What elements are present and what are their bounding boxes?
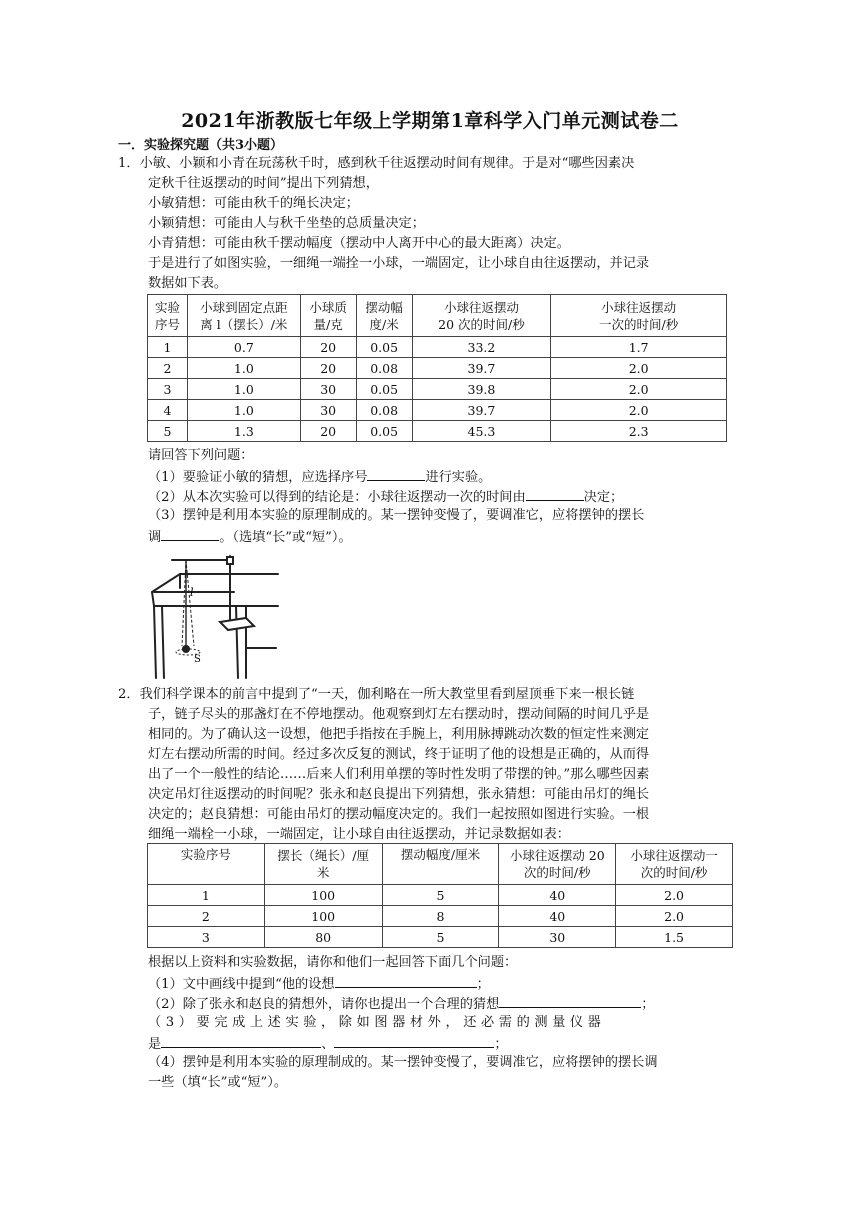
q2-sub2 xyxy=(148,994,654,1014)
table-cell: 1.0 xyxy=(187,358,300,379)
table-cell: 4 xyxy=(148,400,188,421)
table-cell: 2.0 xyxy=(551,379,727,400)
q2-line-2: 子，链子尽头的那盏灯在不停地摆动。他观察到灯左右摆动时，摆动间隔的时间几乎是 xyxy=(148,707,650,722)
q1-line-2: 定秋千往返摆动的时间”提出下列猜想， xyxy=(148,176,379,191)
q1-line-5: 小青猜想：可能由秋千摆动幅度（摆动中人离开中心的最大距离）决定。 xyxy=(148,236,570,251)
q2-sub4-line1: （4）摆钟是利用本实验的原理制成的。某一摆钟变慢了，要调准它，应将摆钟的摆长调 xyxy=(148,1055,658,1070)
q1-sub2-tail: 决定； xyxy=(583,490,624,505)
table-cell: 33.2 xyxy=(412,337,551,358)
table-cell: 0.05 xyxy=(356,337,412,358)
section-heading: 一．实验探究题（共3小题） xyxy=(118,138,284,153)
table-cell: 5 xyxy=(382,927,499,948)
table-cell: 5 xyxy=(382,885,499,906)
q1-sub3-text: 调 xyxy=(148,530,162,545)
table-cell: 5 xyxy=(148,421,188,442)
table-cell: 3 xyxy=(148,927,265,948)
q2-line-1: 2．我们科学课本的前言中提到了“一天，伽利略在一所大教堂里看到屋顶垂下来一根长链 xyxy=(118,687,635,702)
table-cell: 1.3 xyxy=(187,421,300,442)
q2-header-cell: 摆长（绳长）/厘 米 xyxy=(264,844,382,885)
q2-sub1 xyxy=(148,974,490,994)
q2-line-5: 出了一个一般性的结论……后来人们利用单摆的等时性发明了带摆的钟。”那么哪些因素 xyxy=(148,767,650,782)
q1-line-1: 1．小敏、小颖和小青在玩荡秋千时，感到秋千往返摆动时间有规律。于是对“哪些因素决 xyxy=(118,156,635,171)
q1-table-header-row xyxy=(148,295,727,337)
answer-blank[interactable] xyxy=(161,527,219,541)
table-cell: 39.7 xyxy=(412,400,551,421)
q2-header-cell: 摆动幅度/厘米 xyxy=(382,844,499,885)
table-cell: 2.0 xyxy=(551,400,727,421)
page-title: 2021年浙教版七年级上学期第1章科学入门单元测试卷二 xyxy=(181,110,679,132)
table-cell: 30 xyxy=(300,379,356,400)
table-cell: 100 xyxy=(264,885,382,906)
q1-line-4: 小颖猜想：可能由人与秋千坐垫的总质量决定； xyxy=(148,216,425,231)
table-cell: 2.3 xyxy=(551,421,727,442)
q1-header-cell: 小球往返摆动 20 次的时间/秒 xyxy=(412,295,551,337)
q2-header-cell: 实验序号 xyxy=(148,844,265,885)
table-cell: 8 xyxy=(382,906,499,927)
q2-line-7: 决定的；赵良猜想：可能由吊灯的摆动幅度决定的。我们一起按照如图进行实验。一根 xyxy=(148,807,650,822)
q1-header-cell: 小球质 量/克 xyxy=(300,295,356,337)
table-cell: 20 xyxy=(300,421,356,442)
table-cell: 30 xyxy=(300,400,356,421)
q2-sub3-line2 xyxy=(148,1034,508,1054)
q2-data-table xyxy=(147,843,733,948)
q2-line-3: 相同的。为了确认这一设想，他把手指按在手腕上，利用脉搏跳动次数的恒定性来测定 xyxy=(148,727,650,742)
table-cell: 1 xyxy=(148,337,188,358)
q2-sub3-tail: ； xyxy=(494,1037,508,1052)
table-cell: 20 xyxy=(300,337,356,358)
q2-header-cell: 小球往返摆动 20 次的时间/秒 xyxy=(499,844,616,885)
q1-line-6: 于是进行了如图实验，一细绳一端拴一小球，一端固定，让小球自由往返摆动，并记录 xyxy=(148,256,650,271)
q2-prompt: 根据以上资料和实验数据，请你和他们一起回答下面几个问题： xyxy=(148,955,518,970)
q1-sub3-line1: （3）摆钟是利用本实验的原理制成的。某一摆钟变慢了，要调准它，应将摆钟的摆长 xyxy=(148,508,645,523)
answer-blank[interactable] xyxy=(499,994,641,1008)
table-cell: 0.08 xyxy=(356,358,412,379)
q2-sub3-separator: 、 xyxy=(321,1037,335,1052)
table-cell: 3 xyxy=(148,379,188,400)
q1-line-7: 数据如下表。 xyxy=(148,276,228,291)
q1-sub3-line2 xyxy=(148,527,352,547)
q1-sub1-tail: 进行实验。 xyxy=(425,470,492,485)
q2-header-cell: 小球往返摆动一 次的时间/秒 xyxy=(616,844,733,885)
table-cell: 2 xyxy=(148,358,188,379)
q1-sub1-text: （1）要验证小敏的猜想，应选择序号 xyxy=(148,470,368,485)
table-cell: 20 xyxy=(300,358,356,379)
table-cell: 0.7 xyxy=(187,337,300,358)
answer-blank[interactable] xyxy=(367,467,425,481)
table-cell: 2.0 xyxy=(551,358,727,379)
q2-line-8: 细绳一端栓一小球，一端固定，让小球自由往返摆动，并记录数据如表： xyxy=(148,827,570,842)
table-cell: 39.7 xyxy=(412,358,551,379)
table-cell: 1.0 xyxy=(187,379,300,400)
table-cell: 40 xyxy=(499,906,616,927)
q1-sub2 xyxy=(148,487,623,507)
q2-line-4: 灯左右摆动所需的时间。经过多次反复的测试，终于证明了他的设想是正确的，从而得 xyxy=(148,747,650,762)
table-cell: 2 xyxy=(148,906,265,927)
q2-sub3-line1: （ 3 ） 要 完 成 上 述 实 验 ， 除 如 图 器 材 外 ， 还 必 需 的 测 量 仪 器 xyxy=(148,1015,602,1030)
table-row xyxy=(148,358,727,379)
table-cell: 0.08 xyxy=(356,400,412,421)
table-cell: 1 xyxy=(148,885,265,906)
table-cell: 80 xyxy=(264,927,382,948)
table-cell: 40 xyxy=(499,885,616,906)
answer-blank[interactable] xyxy=(335,974,477,988)
q1-sub1 xyxy=(148,467,491,487)
table-row xyxy=(148,379,727,400)
table-row xyxy=(148,337,727,358)
answer-blank[interactable] xyxy=(526,487,584,501)
q1-sub2-text: （2）从本次实验可以得到的结论是：小球往返摆动一次的时间由 xyxy=(148,490,526,505)
table-cell: 1.5 xyxy=(616,927,733,948)
q2-sub1-tail: ； xyxy=(476,977,490,992)
q2-sub2-text: （2）除了张永和赵良的猜想外，请你也提出一个合理的猜想 xyxy=(148,997,500,1012)
table-cell: 2.0 xyxy=(616,906,733,927)
q1-line-3: 小敏猜想：可能由秋千的绳长决定； xyxy=(148,196,359,211)
pendulum-apparatus-figure xyxy=(150,548,280,680)
q1-data-table xyxy=(147,294,727,442)
q1-header-cell: 实验 序号 xyxy=(148,295,188,337)
table-row xyxy=(148,927,733,948)
table-cell: 100 xyxy=(264,906,382,927)
q2-table-header-row xyxy=(148,844,733,885)
table-cell: 0.05 xyxy=(356,379,412,400)
answer-blank[interactable] xyxy=(161,1034,321,1048)
table-cell: 30 xyxy=(499,927,616,948)
table-row xyxy=(148,421,727,442)
answer-blank[interactable] xyxy=(334,1034,494,1048)
q1-header-cell: 小球到固定点距 离 l（摆长）/米 xyxy=(187,295,300,337)
q1-header-cell: 摆动幅 度/米 xyxy=(356,295,412,337)
table-row xyxy=(148,400,727,421)
table-cell: 45.3 xyxy=(412,421,551,442)
table-row xyxy=(148,885,733,906)
q2-sub1-text: （1）文中画线中提到“他的设想 xyxy=(148,977,335,992)
table-row xyxy=(148,906,733,927)
figure-label-l: l xyxy=(190,586,194,599)
table-cell: 2.0 xyxy=(616,885,733,906)
q2-sub3-text: 是 xyxy=(148,1037,162,1052)
table-cell: 39.8 xyxy=(412,379,551,400)
q2-sub4-line2: 一些（填“长”或“短”）。 xyxy=(148,1075,288,1090)
q2-line-6: 决定吊灯往返摆动的时间呢？张永和赵良提出下列猜想，张永猜想：可能由吊灯的绳长 xyxy=(148,787,650,802)
q1-prompt: 请回答下列问题： xyxy=(148,448,254,463)
table-cell: 1.0 xyxy=(187,400,300,421)
table-cell: 1.7 xyxy=(551,337,727,358)
q1-sub3-tail: 。（选填“长”或“短”）。 xyxy=(219,530,352,545)
figure-label-s: S xyxy=(194,654,201,665)
table-cell: 0.05 xyxy=(356,421,412,442)
q1-header-cell: 小球往返摆动 一次的时间/秒 xyxy=(551,295,727,337)
q2-sub2-tail: ； xyxy=(641,997,655,1012)
